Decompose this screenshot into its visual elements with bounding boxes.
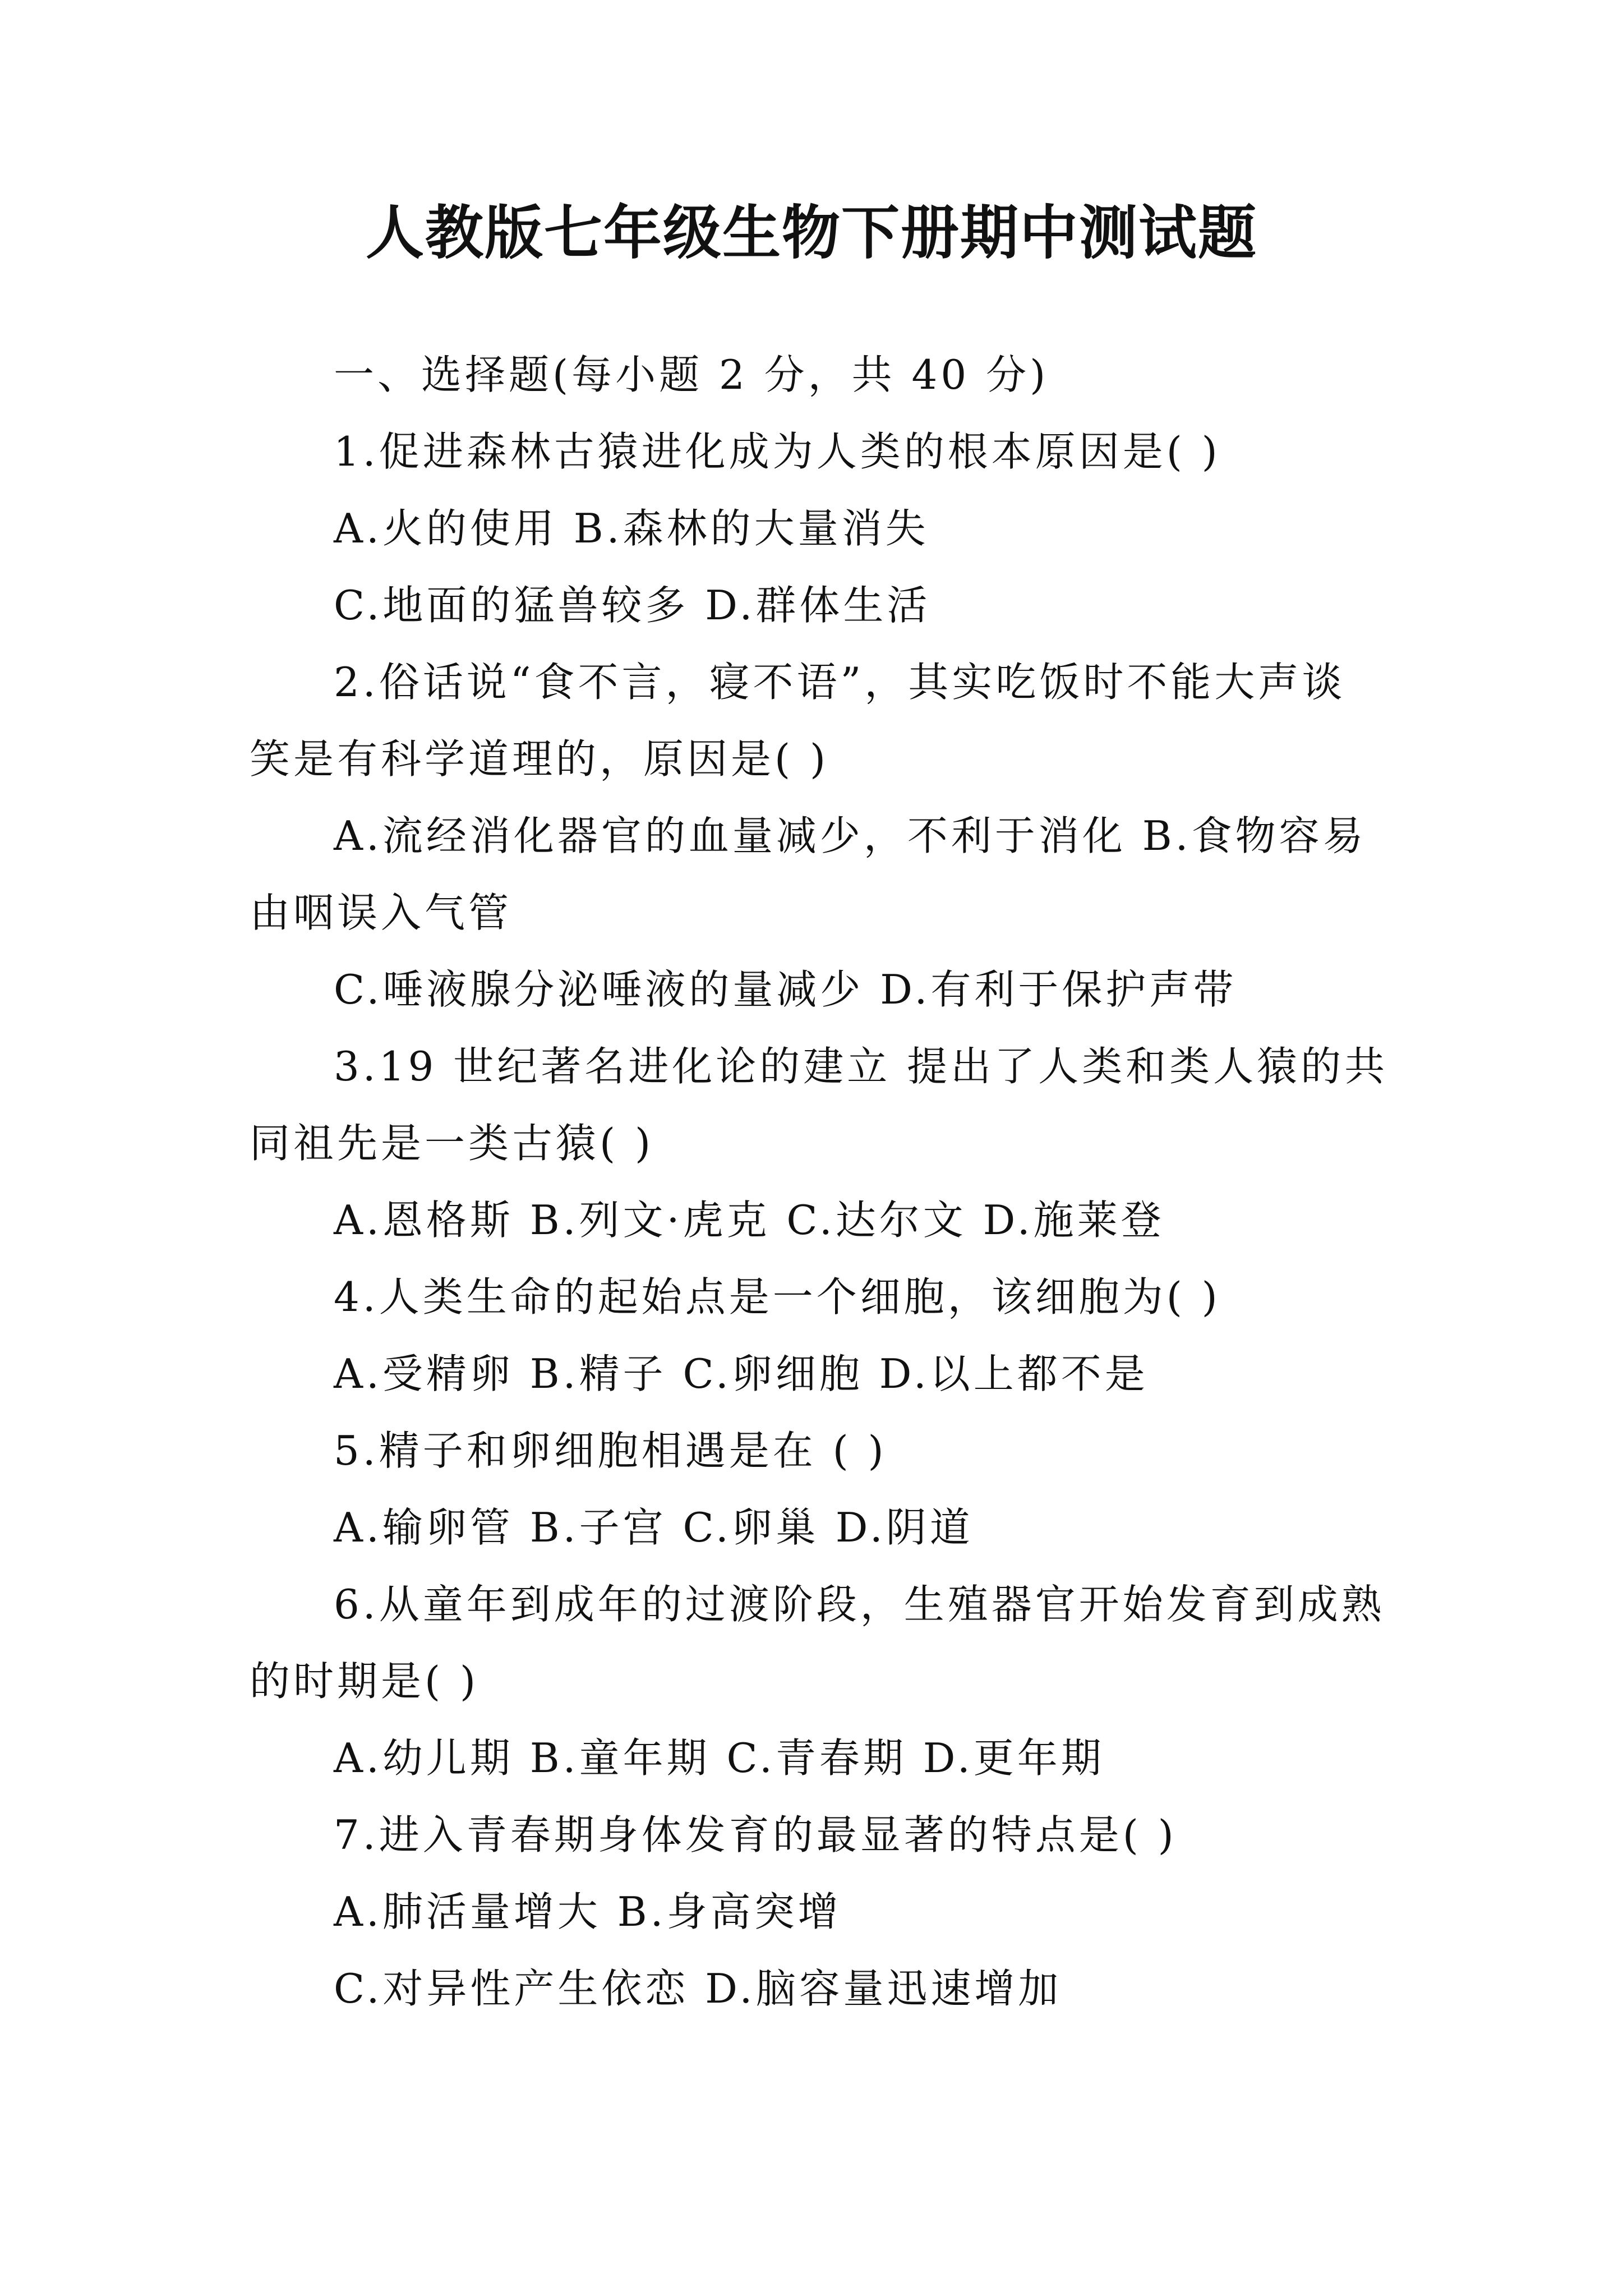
- question-4-options: A.受精卵 B.精子 C.卵细胞 D.以上都不是: [334, 1350, 1149, 1397]
- question-1-options-cd: C.地面的猛兽较多 D.群体生活: [334, 582, 931, 629]
- question-2-options-cd: C.唾液腺分泌唾液的量减少 D.有利于保护声带: [334, 966, 1237, 1013]
- document-title: 人教版七年级生物下册期中测试题: [365, 198, 1257, 267]
- question-5-options: A.输卵管 B.子宫 C.卵巢 D.阴道: [334, 1504, 974, 1551]
- question-2-continued: 笑是有科学道理的，原因是( ): [250, 735, 829, 783]
- question-5: 5.精子和卵细胞相遇是在 ( ): [334, 1427, 887, 1474]
- question-3: 3.19 世纪著名进化论的建立 提出了人类和类人猿的共: [334, 1043, 1389, 1090]
- question-7: 7.进入青春期身体发育的最显著的特点是( ): [334, 1811, 1177, 1858]
- question-2: 2.俗话说“食不言，寝不语”，其实吃饭时不能大声谈: [334, 659, 1346, 706]
- question-6: 6.从童年到成年的过渡阶段，生殖器官开始发育到成熟: [334, 1581, 1385, 1628]
- question-3-continued: 同祖先是一类古猿( ): [250, 1120, 654, 1167]
- question-2-options-ab-continued: 由咽误入气管: [250, 889, 513, 936]
- question-1-options-ab: A.火的使用 B.森林的大量消失: [334, 505, 929, 552]
- question-1: 1.促进森林古猿进化成为人类的根本原因是( ): [334, 428, 1221, 475]
- section-heading: 一、选择题(每小题 2 分，共 40 分): [334, 351, 1049, 398]
- question-7-options-cd: C.对异性产生依恋 D.脑容量迅速增加: [334, 1965, 1062, 2012]
- question-6-options: A.幼儿期 B.童年期 C.青春期 D.更年期: [334, 1734, 1105, 1782]
- question-3-options: A.恩格斯 B.列文·虎克 C.达尔文 D.施莱登: [334, 1197, 1165, 1244]
- question-7-options-ab: A.肺活量增大 B.身高突增: [334, 1888, 842, 1935]
- question-2-options-ab: A.流经消化器官的血量减少，不利于消化 B.食物容易: [334, 812, 1367, 859]
- question-6-continued: 的时期是( ): [250, 1658, 479, 1705]
- question-4: 4.人类生命的起始点是一个细胞，该细胞为( ): [334, 1273, 1221, 1320]
